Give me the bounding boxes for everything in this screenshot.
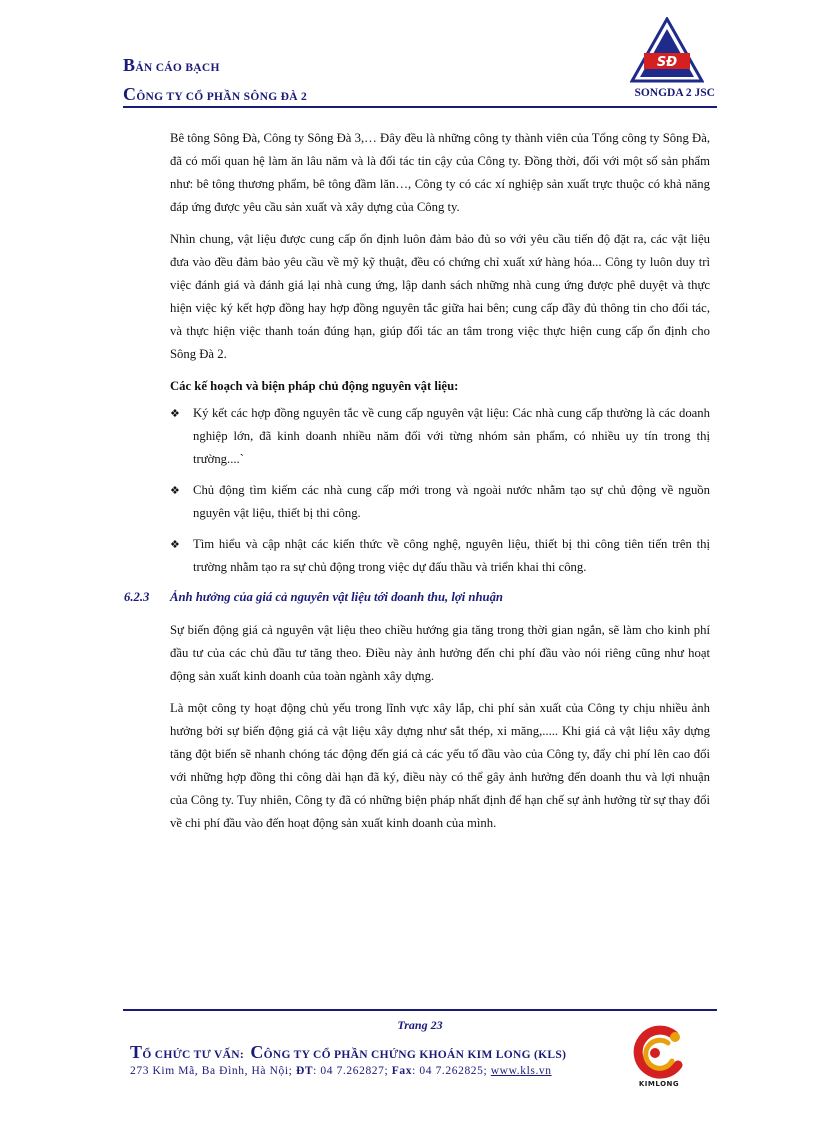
list-item-text: Tìm hiểu và cập nhật các kiến thức về công nghệ, nguyên liệu, thiết bị thi công tiên tiến trên thị trường nhằm tạo ra sự chủ động trong việc dự đấu thầu và triển khai thi công. xyxy=(193,537,710,574)
header-divider xyxy=(123,106,717,108)
page-number: Trang 23 xyxy=(397,1018,443,1032)
footer-divider xyxy=(123,1009,717,1011)
company-name: CÔNG TY CỔ PHẦN SÔNG ĐÀ 2 xyxy=(123,84,308,104)
kimlong-logo-text: KIMLONG xyxy=(638,1080,680,1088)
advisor-organization: TỔ CHỨC TƯ VẤN: CÔNG TY CỔ PHẦN CHỨNG KHOÁN KIM LONG (KLS) xyxy=(130,1042,567,1062)
list-item xyxy=(170,402,710,471)
list-item xyxy=(170,533,710,579)
list-item xyxy=(170,479,710,525)
advisor-contact xyxy=(130,1065,552,1077)
kimlong-logo-icon xyxy=(628,1025,690,1081)
section-title: Ảnh hưởng của giá cả nguyên vật liệu tới doanh thu, lợi nhuận xyxy=(170,590,503,604)
section-number: 6.2.3 xyxy=(124,590,150,604)
diamond-bullet-icon: ❖ xyxy=(170,538,180,551)
subheading: Các kế hoạch và biện pháp chủ động nguyên vật liệu: xyxy=(170,379,459,393)
paragraph: Nhìn chung, vật liệu được cung cấp ổn định luôn đảm bảo đủ so với yêu cầu tiến độ đặt ra, các vật liệu đưa vào đều đảm bảo yêu cầu về mỹ kỹ thuật, đều có chứng chỉ xuất xứ hàng hóa... Công ty luôn duy trì việc đánh giá và đánh giá lại nhà cung ứng, lập danh sách những nhà cung ứng được phê duyệt và thực hiện việc ký kết hợp đồng hay hợp đồng nguyên tắc giữa hai bên; cung cấp đầy đủ thông tin cho đối tác, và thực hiện việc thanh toán đúng hạn, giúp đối tác an tâm trong việc thực hiện cung cấp ổn định cho Sông Đà 2. xyxy=(170,232,710,361)
paragraph: Sự biến động giá cả nguyên vật liệu theo chiều hướng gia tăng trong thời gian ngắn, sẽ làm cho kinh phí đầu tư của các chủ đầu tư tăng theo. Điều này ảnh hưởng đến chi phí đầu vào nói riêng cũng như hoạt động sản xuất kinh doanh của toàn ngành xây dựng. xyxy=(170,623,710,683)
phone-label: ĐT xyxy=(295,1065,314,1077)
list-item-text: Chủ động tìm kiếm các nhà cung cấp mới trong và ngoài nước nhằm tạo sự chủ động về nguồn nguyên vật liệu, thiết bị thi công. xyxy=(193,483,710,520)
phone: : 04 7.262827; xyxy=(313,1065,389,1077)
paragraph: Là một công ty hoạt động chủ yếu trong lĩnh vực xây lắp, chi phí sản xuất của Công ty chịu nhiều ảnh hưởng bởi sự biến động giá cả vật liệu xây dựng như sắt thép, xi măng,..... Khi giá cả vật liệu xây dựng tăng đột biến sẽ nhanh chóng tác động đến giá cả các yếu tố đầu vào của Công ty, đẩy chi phí lên cao đối với những hợp đồng thi công dài hạn đã ký, điều này có thể gây ảnh hưởng đến doanh thu và lợi nhuận của Công ty. Tuy nhiên, Công ty đã có những biện pháp nhất định để hạn chế sự ảnh hưởng từ sự thay đổi về chi phí đầu vào đến hoạt động sản xuất kinh doanh của mình. xyxy=(170,701,710,830)
company-code: SONGDA 2 JSC xyxy=(634,87,715,99)
songda-logo-text: SĐ xyxy=(656,55,678,70)
paragraph: Bê tông Sông Đà, Công ty Sông Đà 3,… Đây đều là những công ty thành viên của Tổng công ty Sông Đà, đã có mối quan hệ làm ăn lâu năm và là đối tác tin cậy của Công ty. Đồng thời, đối với một số sản phẩm như: bê tông thương phẩm, bê tông đầm lăn…, Công ty có các xí nghiệp sản xuất trực thuộc có khả năng đáp ứng được yêu cầu sản xuất và xây dựng của Công ty. xyxy=(170,131,710,214)
songda-logo-icon xyxy=(630,17,704,83)
bullet-list xyxy=(170,402,710,579)
website-link[interactable]: www.kls.vn xyxy=(490,1065,552,1077)
page-content xyxy=(124,127,710,844)
diamond-bullet-icon: ❖ xyxy=(170,484,180,497)
fax-label: Fax xyxy=(391,1065,413,1077)
list-item-text: Ký kết các hợp đồng nguyên tắc về cung cấp nguyên vật liệu: Các nhà cung cấp thường là các doanh nghiệp lớn, đã kinh doanh nhiều năm đối với từng nhóm sản phẩm, có nhiều uy tín trong thị trường....` xyxy=(193,406,710,466)
diamond-bullet-icon: ❖ xyxy=(170,407,180,420)
fax: : 04 7.262825; xyxy=(412,1065,488,1077)
section-heading xyxy=(124,587,710,607)
document-title: BẢN CÁO BẠCH xyxy=(123,55,220,75)
address: 273 Kim Mã, Ba Đình, Hà Nội; xyxy=(130,1065,293,1077)
